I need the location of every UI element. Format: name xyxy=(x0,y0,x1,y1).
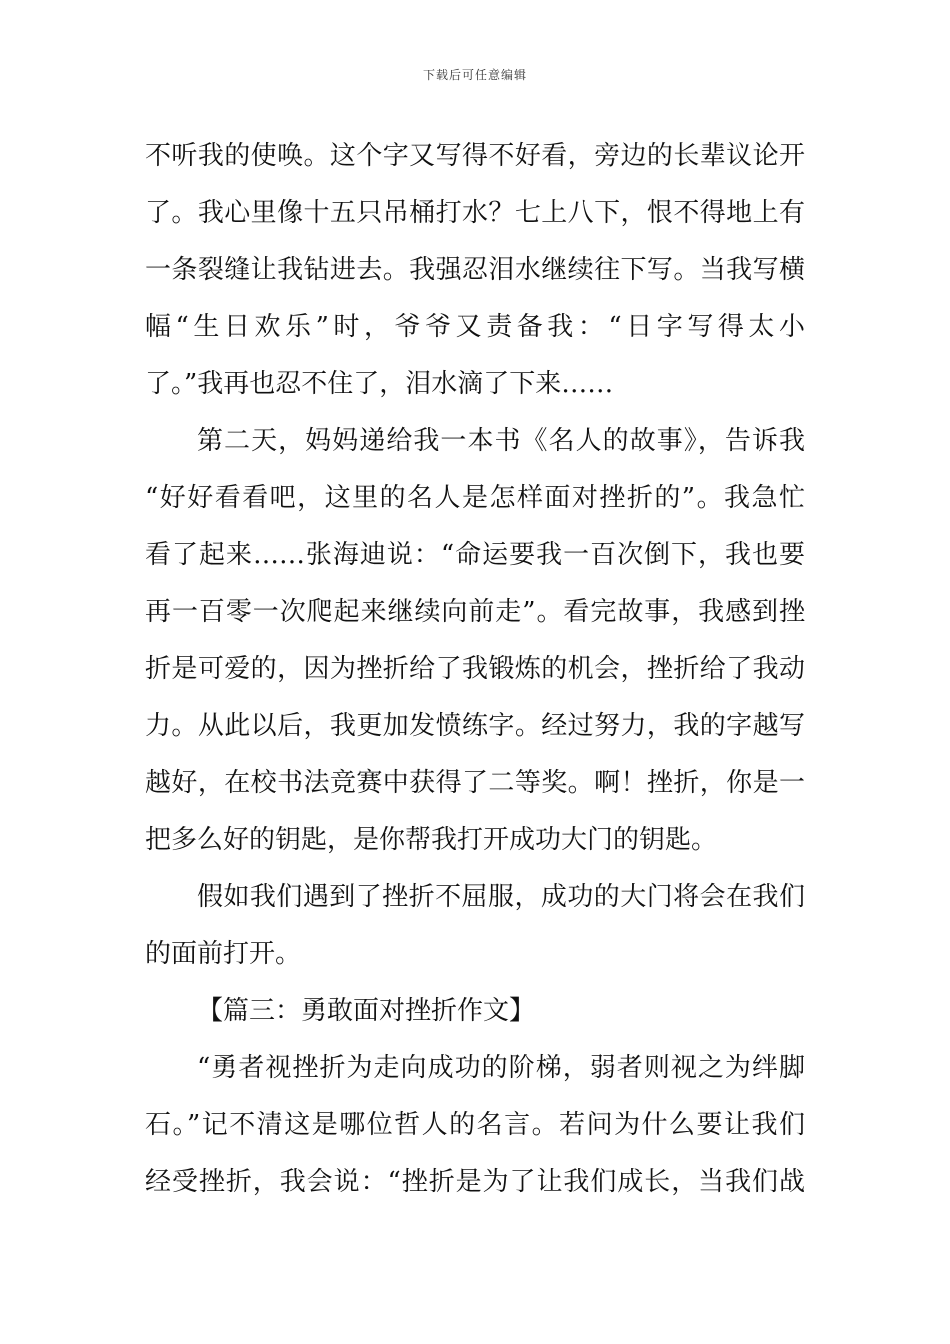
text-line: 看了起来……张海迪说：“命运要我一百次倒下，我也要 xyxy=(145,540,805,570)
text-line: 力。从此以后，我更加发愤练字。经过努力，我的字越写 xyxy=(145,711,805,741)
paragraph-start-line: 第二天，妈妈递给我一本书《名人的故事》，告诉我 xyxy=(197,426,805,456)
paragraph-start-line: 假如我们遇到了挫折不屈服，成功的大门将会在我们 xyxy=(197,882,805,912)
paragraph-start-line: “勇者视挫折为走向成功的阶梯，弱者则视之为绊脚 xyxy=(197,1053,805,1083)
text-line: 了。我心里像十五只吊桶打水？七上八下，恨不得地上有 xyxy=(145,198,805,228)
text-line: 幅“生日欢乐”时，爷爷又责备我：“日字写得太小 xyxy=(145,312,805,342)
header-note: 下载后可任意编辑 xyxy=(422,68,527,82)
text-line: 了。”我再也忍不住了，泪水滴了下来…… xyxy=(145,369,614,399)
text-line: 石。”记不清这是哪位哲人的名言。若问为什么要让我们 xyxy=(145,1110,805,1140)
text-line: 不听我的使唤。这个字又写得不好看，旁边的长辈议论开 xyxy=(145,141,805,171)
body-text xyxy=(145,128,805,1211)
text-line: “好好看看吧，这里的名人是怎样面对挫折的”。我急忙 xyxy=(145,483,805,513)
text-line: 越好，在校书法竞赛中获得了二等奖。啊！挫折，你是一 xyxy=(145,768,805,798)
text-line: 经受挫折，我会说：“挫折是为了让我们成长，当我们战 xyxy=(145,1167,805,1197)
section-heading: 【篇三：勇敢面对挫折作文】 xyxy=(197,996,536,1026)
text-line: 折是可爱的，因为挫折给了我锻炼的机会，挫折给了我动 xyxy=(145,654,805,684)
text-line: 一条裂缝让我钻进去。我强忍泪水继续往下写。当我写横 xyxy=(145,255,805,285)
text-line: 的面前打开。 xyxy=(145,939,302,969)
text-line: 把多么好的钥匙，是你帮我打开成功大门的钥匙。 xyxy=(145,825,718,855)
text-line: 再一百零一次爬起来继续向前走”。看完故事，我感到挫 xyxy=(145,597,805,627)
